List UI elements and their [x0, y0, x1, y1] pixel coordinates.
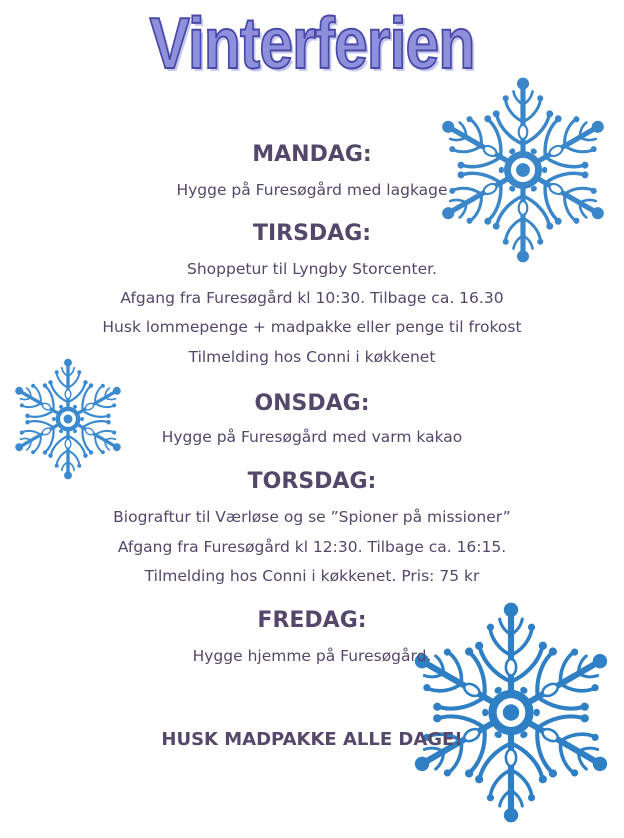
day-heading-friday: FREDAG: — [257, 608, 367, 633]
day-text: Afgang fra Furesøgård kl 10:30. Tilbage ca. 16.30 — [120, 289, 504, 307]
day-text: Biograftur til Værløse og se ”Spioner på missioner” — [113, 508, 511, 526]
day-text: Tilmelding hos Conni i køkkenet — [188, 348, 436, 366]
day-text: Tilmelding hos Conni i køkkenet. Pris: 75 kr — [144, 567, 480, 585]
day-heading-thursday: TORSDAG: — [247, 469, 377, 494]
page-title: Vinterferien — [149, 4, 475, 84]
day-heading-wednesday: ONSDAG: — [254, 391, 370, 416]
day-heading-tuesday: TIRSDAG: — [252, 221, 372, 246]
day-text: Hygge hjemme på Furesøgård. — [192, 647, 432, 665]
day-text: Husk lommepenge + madpakke eller penge til frokost — [102, 318, 522, 336]
day-heading-monday: MANDAG: — [252, 142, 372, 167]
day-text: Hygge på Furesøgård med lagkage — [176, 181, 448, 199]
snowflake-icon — [6, 350, 130, 488]
day-text: Afgang fra Furesøgård kl 12:30. Tilbage ca. 16:15. — [117, 538, 507, 556]
reminder-text: HUSK MADPAKKE ALLE DAGE! — [161, 729, 463, 750]
day-text: Shoppetur til Lyngby Storcenter. — [187, 260, 437, 278]
day-text: Hygge på Furesøgård med varm kakao — [161, 428, 463, 446]
